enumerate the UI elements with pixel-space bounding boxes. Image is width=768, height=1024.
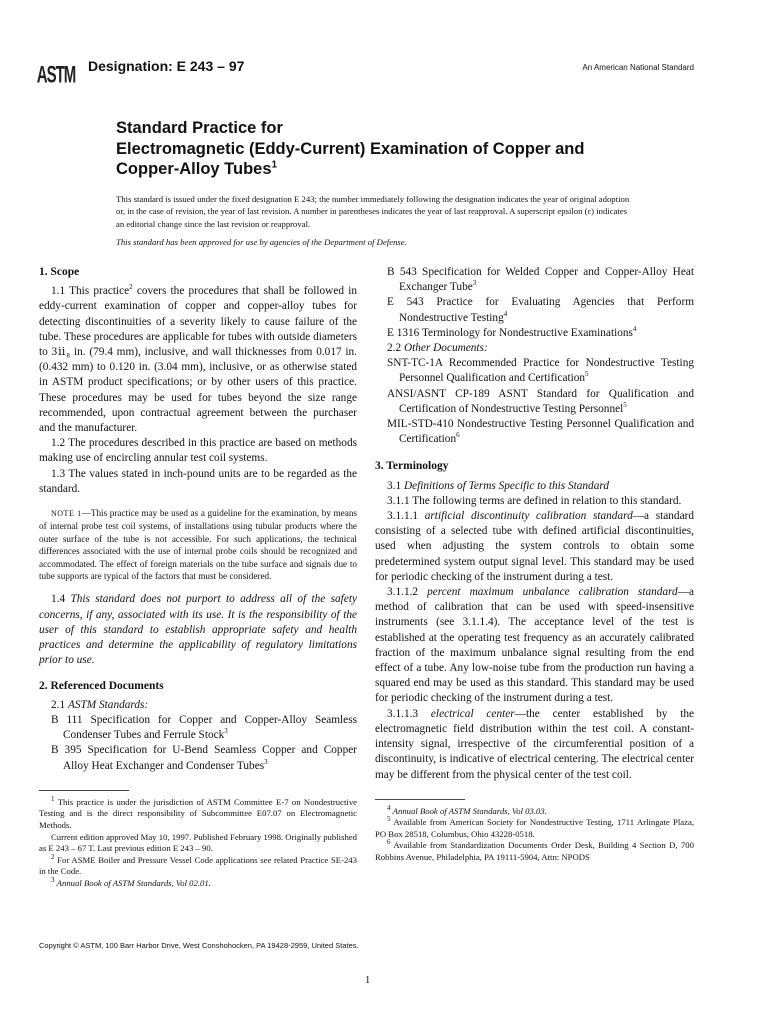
designation: Designation: E 243 – 97 (88, 58, 245, 74)
issuance-statement: This standard is issued under the fixed designation E 243; the number immediately following the designation indicates the year of original adoption or, in the case of revision, the year of last revision. A number in parentheses indicates the year of last reapproval. A superscript epsilon (ε) indicates an editorial change since the last revision or reapproval. (116, 194, 630, 229)
defense-approval: This standard has been approved for use by agencies of the Department of Defense. (116, 237, 407, 247)
footnote-divider (375, 799, 465, 800)
title-line-2: Electromagnetic (Eddy-Current) Examination of Copper and (116, 139, 585, 158)
para-2-2: 2.2 Other Documents: (387, 342, 488, 355)
note-1: NOTE 1—This practice may be used as a guideline for the examination, by means of internal probe test coil systems, of installations using tubular products where the outer surface of the tube is not accessible. For such applications, the technical differences associated with the use of internal probe coils should be recognized and accommodated. The effect of foreign materials on the tube surface and signals due to tube supports are typical of the factors that must be considered. (39, 508, 357, 582)
footnote-1-current-edition: Current edition approved May 10, 1997. Published February 1998. Originally published as E 243 – 67 T. Last previous edition E 243 – 90. (39, 831, 357, 854)
para-1-2: 1.2 The procedures described in this practice are based on methods making use of encircling annular test coil systems. (39, 437, 357, 465)
reference-snt-tc-1a: SNT-TC-1A Recommended Practice for Nondestructive Testing Personnel Qualification and Certification$^5$ (387, 357, 694, 385)
document-title (116, 118, 676, 180)
title-line-1: Standard Practice for (116, 119, 283, 137)
footnote-1: $^1$ This practice is under the jurisdiction of ASTM Committee E-7 on Nondestructive Testing and is the direct responsibility of Subcommittee E07.07 on Electromagnetic Methods. (39, 794, 358, 830)
footnote-3: $^3$ Annual Book of ASTM Standards, Vol 02.01. (51, 875, 211, 888)
para-3-1-1: 3.1.1 The following terms are defined in relation to this standard. (387, 494, 682, 507)
para-1-3: 1.3 The values stated in inch-pound units are to be regarded as the standard. (39, 467, 357, 495)
reference-b543: B 543 Specification for Welded Copper and Copper-Alloy Heat Exchanger Tube$^3$ (387, 266, 694, 294)
para-1-1: 1.1 This practice$^2$ covers the procedures that shall be followed in eddy-current examination of copper and copper-alloy tubes for detecting discontinuities of a severity likely to cause failure of the tube. These procedures are applicable for tubes with outside diameters to 3ⅱ₈ in. (79.4 mm), inclusive, and wall thicknesses from 0.017 in. (0.432 mm) to 0.120 in. (3.04 mm), inclusive, or as otherwise stated in ASTM product specifications; or by other users of this practice. These procedures may be used for tubes beyond the size range recommended, upon contractual agreement between the purchaser and the manufacturer. (39, 283, 357, 435)
reference-b395: B 395 Specification for U-Bend Seamless Copper and Copper Alloy Heat Exchanger and Condenser Tubes$^3$ (51, 744, 357, 772)
section-heading-terminology: 3. Terminology (375, 460, 449, 473)
para-3-1-1-2: 3.1.1.2 percent maximum unbalance calibration standard—a method of calibration that can be used with speed-insensitive instruments (see 3.1.1.4). The acceptance level of the test is established at the operating test frequency as an accurately calibrated fraction of the maximum unbalance signal resulting from the end effect of a tube. Any low-noise tube from the production run having a squared end may be used as this standard. This standard may be used for periodic checking of the instrument during a test. (375, 586, 694, 705)
footnote-2: $^2$ For ASME Boiler and Pressure Vessel Code applications see related Practice SE-243 in the Code. (39, 852, 357, 877)
section-heading-referenced-documents: 2. Referenced Documents (39, 679, 164, 692)
para-2-1: 2.1 ASTM Standards: (51, 698, 149, 711)
copyright-notice: Copyright © ASTM, 100 Barr Harbor Drive, West Conshohocken, PA 19428-2959, United States. (39, 941, 359, 950)
para-3-1: 3.1 Definitions of Terms Specific to this Standard (387, 479, 609, 492)
footnote-4: $^4$ Annual Book of ASTM Standards, Vol 03.03. (387, 803, 547, 816)
reference-ansi-asnt-cp-189: ANSI/ASNT CP-189 ASNT Standard for Qualification and Certification of Nondestructive Testing Personnel$^5$ (387, 387, 694, 415)
footnote-5: $^5$ Available from American Society for Nondestructive Testing, 1711 Arlingate Plaza, PO Box 28518, Columbus, Ohio 43228-0518. (375, 815, 695, 839)
reference-e543: E 543 Practice for Evaluating Agencies that Perform Nondestructive Testing$^4$ (387, 296, 694, 324)
footnote-divider (39, 790, 129, 791)
reference-mil-std-410: MIL-STD-410 Nondestructive Testing Personnel Qualification and Certification$^6$ (387, 418, 694, 446)
astm-logo (36, 52, 76, 96)
svg-text:ASTM: ASTM (36, 62, 76, 89)
title-line-3: Copper-Alloy Tubes$^1$ (116, 159, 278, 178)
section-heading-scope: 1. Scope (39, 266, 80, 278)
footnote-6: $^6$ Available from Standardization Documents Order Desk, Building 4 Section D, 700 Robbins Avenue, Philadelphia, PA 19111-5904, Attn: NPODS (375, 838, 694, 863)
reference-e1316: E 1316 Terminology for Nondestructive Examinations$^4$ (387, 325, 637, 339)
reference-b111: B 111 Specification for Copper and Copper-Alloy Seamless Condenser Tubes and Ferrule Stock$^3$ (51, 713, 357, 742)
left-column (39, 265, 357, 889)
para-3-1-1-3: 3.1.1.3 electrical center—the center established by the electromagnetic field distribution within the test coil. A constant-intensity signal, irrespective of the circumferential position of a discontinuity, is indicative of electrical centering. The electrical center may be different from the physical center of the test coil. (375, 707, 695, 781)
para-3-1-1-1: 3.1.1.1 artificial discontinuity calibration standard—a standard consisting of a selected tube with defined artificial discontinuities, used when adjusting the system controls to obtain some predetermined system output signal level. This standard may be used for periodic checking of the instrument during a test. (375, 510, 694, 583)
para-1-4: 1.4 This standard does not purport to address all of the safety concerns, if any, associated with its use. It is the responsibility of the user of this standard to establish appropriate safety and health practices and determine the applicability of regulatory limitations prior to use. (39, 593, 357, 667)
national-standard-label: An American National Standard (582, 63, 694, 72)
page-number: 1 (365, 975, 371, 986)
right-column (375, 265, 694, 864)
